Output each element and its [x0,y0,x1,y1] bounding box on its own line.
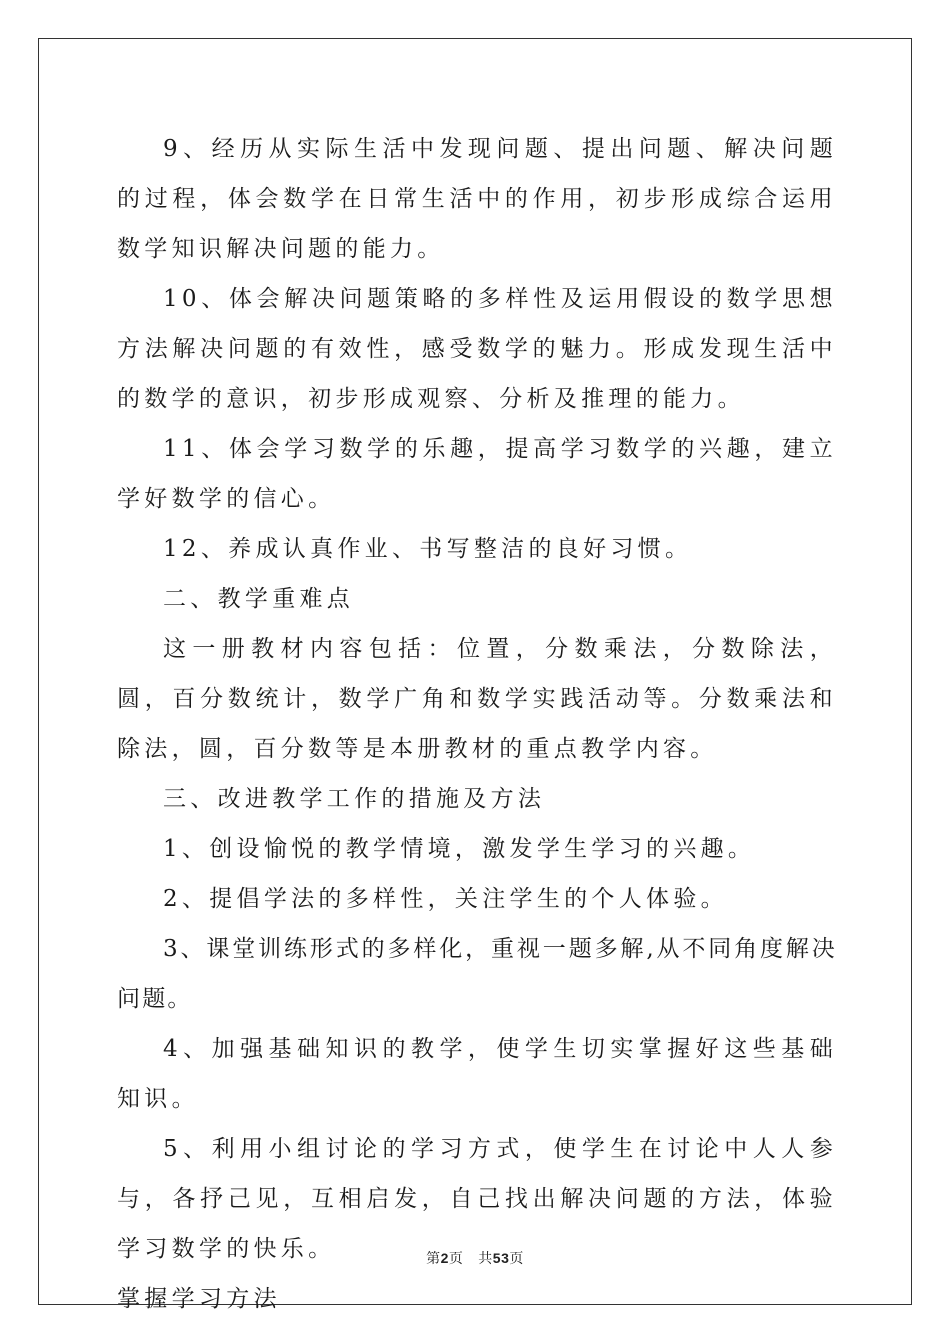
paragraph-goal-12: 12、养成认真作业、书写整洁的良好习惯。 [163,536,693,562]
current-page-number: 2 [440,1250,449,1266]
paragraph-measure-4: 4、加强基础知识的教学，使学生切实掌握好这些基础知识。 [117,1036,837,1112]
total-pages-number: 53 [492,1250,510,1266]
footer-total-unit: 页 [509,1251,524,1267]
section-heading-measures: 三、改进教学工作的措施及方法 [163,786,546,812]
footer-total-prefix: 共 [478,1251,493,1267]
paragraph-goal-11: 11、体会学习数学的乐趣，提高学习数学的兴趣，建立学好数学的信心。 [117,436,837,512]
paragraph-measure-2: 2、提倡学法的多样性，关注学生的个人体验。 [163,886,728,912]
footer-page-unit: 页 [448,1251,464,1267]
section-heading-study-methods: 掌握学习方法 [117,1286,281,1312]
paragraph-measure-3: 3、课堂训练形式的多样化，重视一题多解,从不同角度解决问题。 [117,936,837,1012]
paragraph-measure-5: 5、利用小组讨论的学习方式，使学生在讨论中人人参与，各抒己见，互相启发，自己找出解决问题的方法，体验学习数学的快乐。 [117,1136,837,1262]
paragraph-key-points: 这一册教材内容包括：位置，分数乘法，分数除法，圆，百分数统计，数学广角和数学实践活动等。分数乘法和除法，圆，百分数等是本册教材的重点教学内容。 [117,636,837,762]
document-body [117,124,837,1324]
page-footer [0,1248,950,1268]
section-heading-key-points: 二、教学重难点 [163,586,355,612]
paragraph-measure-1: 1、创设愉悦的教学情境，激发学生学习的兴趣。 [163,836,756,862]
paragraph-goal-10: 10、体会解决问题策略的多样性及运用假设的数学思想方法解决问题的有效性，感受数学的魅力。形成发现生活中的数学的意识，初步形成观察、分析及推理的能力。 [117,286,837,412]
footer-prefix: 第 [426,1251,441,1267]
paragraph-goal-9: 9、经历从实际生活中发现问题、提出问题、解决问题的过程，体会数学在日常生活中的作用，初步形成综合运用数学知识解决问题的能力。 [117,136,837,262]
